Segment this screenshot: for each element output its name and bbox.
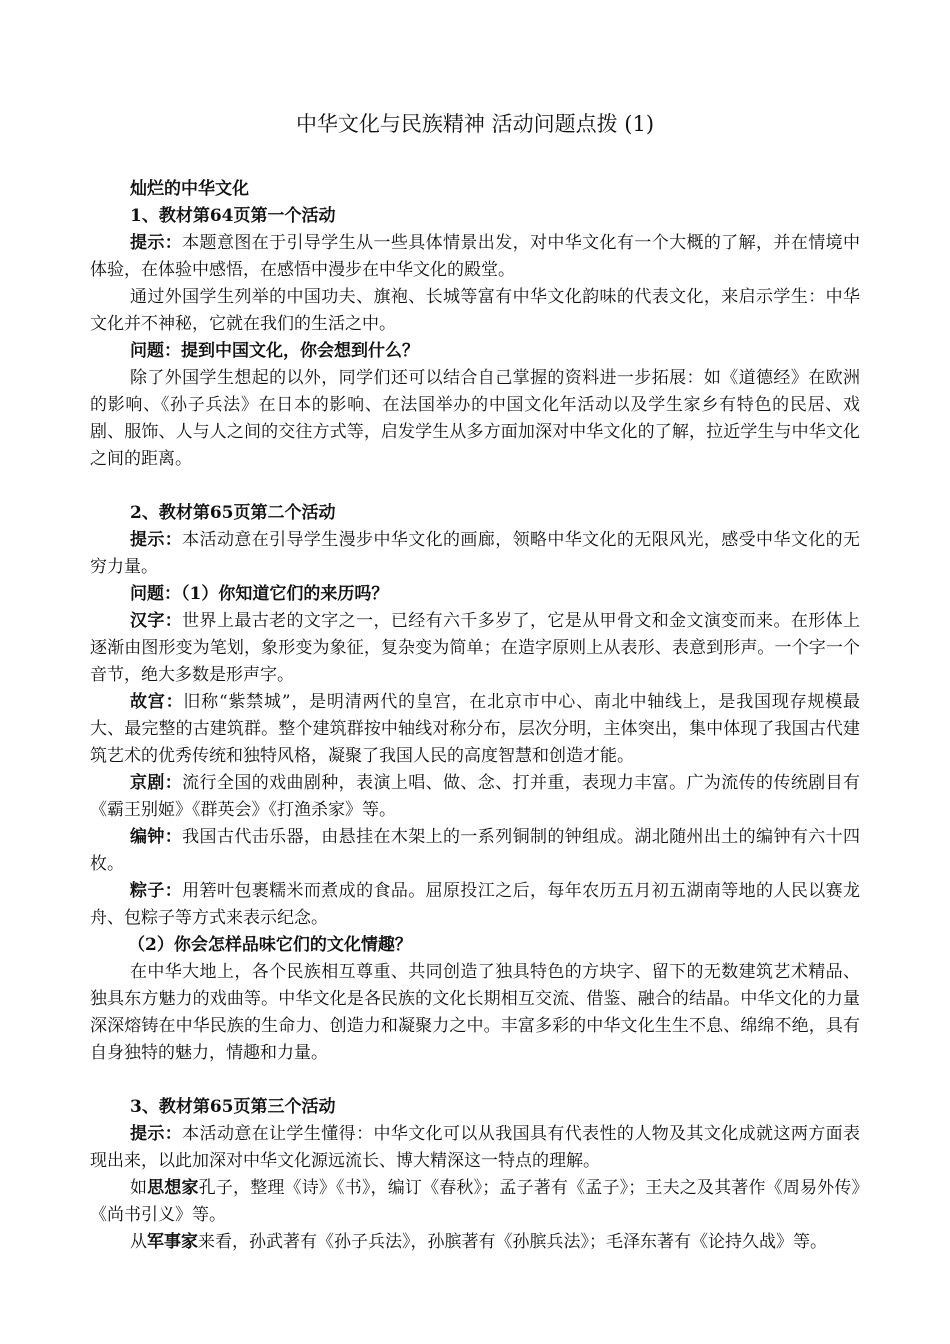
term-thinker: 思想家 <box>147 1178 199 1198</box>
activity2-heading: 2、教材第65页第二个活动 <box>130 503 336 523</box>
item-zongzi <box>90 878 860 932</box>
item-text: 用箬叶包裹糯米而煮成的食品。屈原投江之后，每年农历五月初五湖南等地的人民以赛龙舟、包粽子等方式来表示纪念。 <box>90 881 860 928</box>
item-hanzi <box>90 608 860 689</box>
item-jingju <box>90 770 860 824</box>
text: 孔子，整理《诗》《书》，编订《春秋》；孟子著有《孟子》；王夫之及其著作《周易外传》《尚书引义》等。 <box>90 1178 861 1225</box>
document-body <box>90 176 860 1256</box>
spacer <box>90 1067 860 1094</box>
activity1-heading: 1、教材第64页第一个活动 <box>130 206 336 226</box>
item-term: 京剧： <box>130 773 183 793</box>
hint-label: 提示： <box>130 233 183 253</box>
item-text: 流行全国的戏曲剧种，表演上唱、做、念、打并重，表现力丰富。广为流传的传统剧目有《霸王别姬》《群英会》《打渔杀家》等。 <box>90 773 860 820</box>
hint-label: 提示： <box>130 530 183 550</box>
activity2-hint <box>90 527 860 581</box>
item-term: 编钟： <box>130 827 183 847</box>
item-gugong <box>90 689 860 770</box>
text: 来看，孙武著有《孙子兵法》，孙膑著有《孙膑兵法》；毛泽东著有《论持久战》等。 <box>198 1232 827 1252</box>
item-text: 旧称“紫禁城”，是明清两代的皇宫，在北京市中心、南北中轴线上，是我国现存规模最大、最完整的古建筑群。整个建筑群按中轴线对称分布，层次分明，主体突出，集中体现了我国古代建筑艺术的优秀传统和独特风格，凝聚了我国人民的高度智慧和创造才能。 <box>90 692 860 766</box>
item-term: 汉字： <box>130 611 183 631</box>
page-title: 中华文化与民族精神 活动问题点拨 (1) <box>295 112 655 136</box>
hint-text: 本活动意在让学生懂得：中华文化可以从我国具有代表性的人物及其文化成就这两方面表现出来，以此加深对中华文化源远流长、博大精深这一特点的理解。 <box>90 1124 860 1171</box>
hint-label: 提示： <box>130 1124 183 1144</box>
item-bianzhong <box>90 824 860 878</box>
activity3-heading: 3、教材第65页第三个活动 <box>130 1097 336 1117</box>
prefix: 如 <box>130 1178 148 1198</box>
activity3-paragraph-1 <box>90 1175 860 1229</box>
activity1-question: 问题：提到中国文化，你会想到什么？ <box>130 341 419 361</box>
activity1-hint <box>90 230 860 284</box>
activity2-question-2: （2）你会怎样品味它们的文化情趣？ <box>128 935 412 955</box>
item-term: 故宫： <box>130 692 184 712</box>
spacer <box>90 473 860 500</box>
activity3-paragraph-2 <box>90 1229 860 1256</box>
activity1-paragraph-2: 除了外国学生想起的以外，同学们还可以结合自己掌握的资料进一步拓展：如《道德经》在欧洲的影响、《孙子兵法》在日本的影响、在法国举办的中国文化年活动以及学生家乡有特色的民居、戏剧、服饰、人与人之间的交往方式等，启发学生从多方面加深对中华文化的了解，拉近学生与中华文化之间的距离。 <box>90 368 860 469</box>
item-term: 粽子： <box>130 881 183 901</box>
hint-text: 本活动意在引导学生漫步中华文化的画廊，领略中华文化的无限风光，感受中华文化的无穷力量。 <box>90 530 860 577</box>
item-text: 我国古代击乐器，由悬挂在木架上的一系列铜制的钟组成。湖北随州出土的编钟有六十四枚。 <box>90 827 860 874</box>
term-strategist: 军事家 <box>147 1232 198 1252</box>
hint-text: 本题意图在于引导学生从一些具体情景出发，对中华文化有一个大概的了解，并在情境中体验，在体验中感悟，在感悟中漫步在中华文化的殿堂。 <box>90 233 860 280</box>
section-heading: 灿烂的中华文化 <box>130 179 249 199</box>
activity2-paragraph: 在中华大地上，各个民族相互尊重、共同创造了独具特色的方块字、留下的无数建筑艺术精品、独具东方魅力的戏曲等。中华文化是各民族的文化长期相互交流、借鉴、融合的结晶。中华文化的力量深深熔铸在中华民族的生命力、创造力和凝聚力之中。丰富多彩的中华文化生生不息、绵绵不绝，具有自身独特的魅力，情趣和力量。 <box>90 962 860 1063</box>
activity1-paragraph-1: 通过外国学生列举的中国功夫、旗袍、长城等富有中华文化韵味的代表文化，来启示学生：中华文化并不神秘，它就在我们的生活之中。 <box>90 287 860 334</box>
prefix: 从 <box>130 1232 147 1252</box>
activity2-question-1: 问题：（1）你知道它们的来历吗？ <box>130 584 389 604</box>
activity3-hint <box>90 1121 860 1175</box>
item-text: 世界上最古老的文字之一，已经有六千多岁了，它是从甲骨文和金文演变而来。在形体上逐渐由图形变为笔划，象形变为象征，复杂变为简单；在造字原则上从表形、表意到形声。一个字一个音节，绝大多数是形声字。 <box>90 611 860 685</box>
